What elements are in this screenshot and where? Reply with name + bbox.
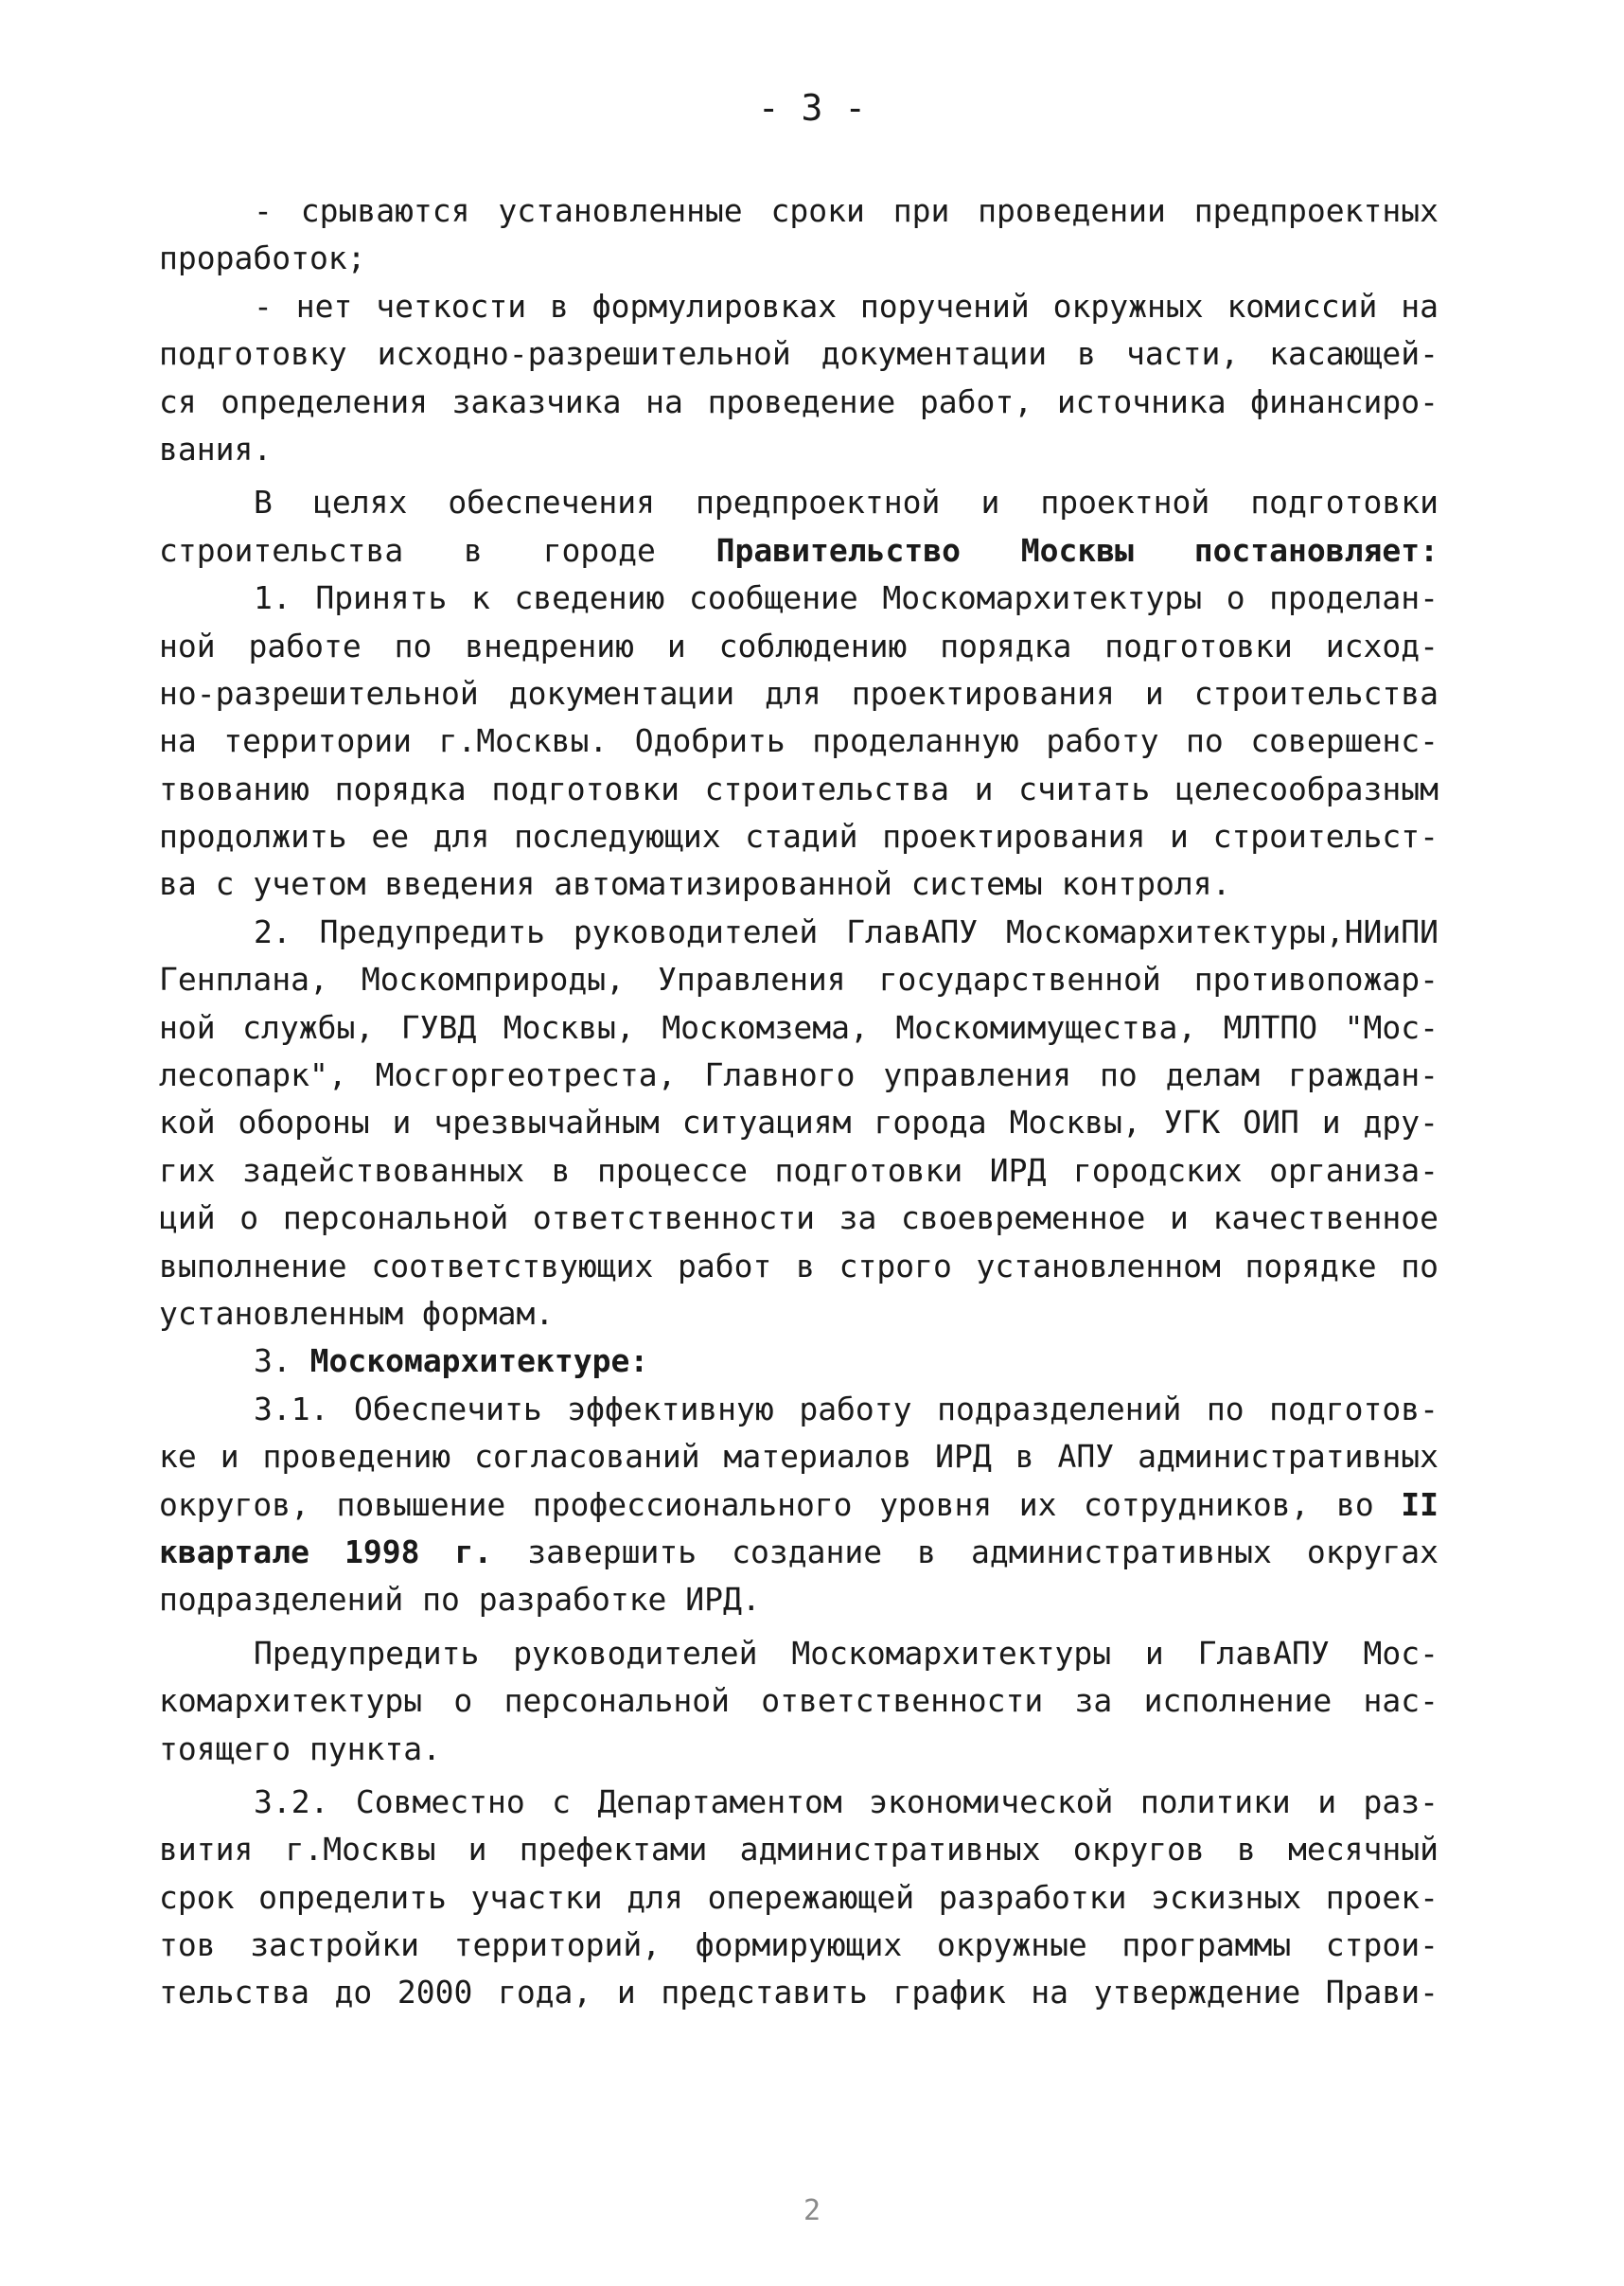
text-segment: на территории г.Москвы. Одобрить проделанную работу по совершенс- [159,722,1439,760]
text-line [159,623,1439,670]
text-segment: - нет четкости в формулировках поручений окружных комиссий на [254,287,1439,325]
text-line [159,1052,1439,1099]
text-line [159,235,1439,282]
text-line [159,1826,1439,1873]
text-line [159,1922,1439,1969]
text-line [159,1779,1439,1826]
text-segment: твованию порядка подготовки строительства и считать целесообразным [159,770,1439,807]
bold-text-segment: II [1401,1485,1439,1523]
text-segment: Предупредить руководителей Москомархитектуры и ГлавАПУ Мос- [254,1634,1439,1672]
text-line [159,1874,1439,1922]
text-line [159,813,1439,860]
text-segment: 3.1. Обеспечить эффективную работу подразделений по подготов- [254,1390,1439,1427]
text-segment: - срываются установленные сроки при проведении предпроектных [254,192,1439,229]
text-segment: ся определения заказчика на проведение работ, источника финансиро- [159,382,1439,420]
text-line [159,1386,1439,1433]
text-segment: подготовку исходно-разрешительной документации в части, касающей- [159,335,1439,373]
text-line [159,479,1439,526]
text-line [159,1147,1439,1195]
text-segment: завершить создание в административных округах [492,1533,1439,1570]
text-line [159,1630,1439,1677]
text-segment: подразделений по разработке ИРД. [159,1581,761,1619]
text-line [159,1677,1439,1725]
text-line [159,283,1439,330]
text-line [159,379,1439,426]
text-segment: Генплана, Москомприроды, Управления государственной противопожар- [159,961,1439,999]
text-line [159,575,1439,622]
text-segment: округов, повышение профессионального уровня их сотрудников, во [159,1485,1402,1523]
text-segment: срок определить участки для опережающей разработки эскизных проек- [159,1878,1439,1916]
text-line [159,1969,1439,2016]
text-line [159,1290,1439,1338]
text-line [159,1004,1439,1052]
text-segment: лесопарк", Мосгоргеотреста, Главного управления по делам граждан- [159,1056,1439,1094]
page-number: - 3 - [757,87,867,129]
text-line [159,1433,1439,1480]
document-body [159,187,1439,2017]
text-line [159,670,1439,718]
text-line [159,1576,1439,1623]
text-segment: гих задействованных в процессе подготовки ИРД городских организа- [159,1151,1439,1189]
bold-text-segment: Правительство Москвы постановляет: [715,531,1439,569]
bold-text-segment: Москомархитектуре: [309,1342,649,1380]
text-segment: тоящего пункта. [159,1729,442,1767]
text-segment: ке и проведению согласований материалов ИРД в АПУ административных [159,1438,1439,1476]
text-segment: 3. [254,1342,310,1380]
text-segment: установленным формам. [159,1294,555,1332]
text-line [159,1099,1439,1146]
text-line [159,1243,1439,1290]
text-segment: строительства в городе [159,531,716,569]
text-segment: ной работе по внедрению и соблюдению порядка подготовки исход- [159,627,1439,665]
text-segment: продолжить ее для последующих стадий проектирования и строительст- [159,818,1439,856]
text-line [159,1481,1439,1529]
text-segment: ной службы, ГУВД Москвы, Москомзема, Москомимущества, МЛТПО "Мос- [159,1008,1439,1046]
text-line [159,330,1439,378]
text-line [159,426,1439,473]
text-line [159,527,1439,575]
text-line [159,766,1439,813]
text-line [159,1195,1439,1242]
text-line [159,187,1439,235]
text-segment: тельства до 2000 года, и представить график на утверждение Прави- [159,1974,1439,2011]
text-segment: но-разрешительной документации для проектирования и строительства [159,674,1439,712]
text-segment: 1. Принять к сведению сообщение Москомархитектуры о проделан- [254,579,1439,617]
text-segment: ций о персональной ответственности за своевременное и качественное [159,1199,1439,1237]
text-segment: выполнение соответствующих работ в строго установленном порядке по [159,1247,1439,1285]
text-segment: 2. Предупредить руководителей ГлавАПУ Москомархитектуры,НИиПИ [254,913,1439,950]
text-line [159,909,1439,956]
text-segment: проработок; [159,239,366,277]
text-segment: вания. [159,430,273,468]
text-segment: вития г.Москвы и префектами административных округов в месячный [159,1831,1439,1869]
text-line [159,1529,1439,1576]
text-segment: тов застройки территорий, формирующих окружные программы строи- [159,1926,1439,1964]
text-line [159,718,1439,765]
footer-mark: 2 [803,2194,821,2227]
text-line [159,1726,1439,1773]
text-segment: кой обороны и чрезвычайным ситуациям города Москвы, УГК ОИП и дру- [159,1104,1439,1142]
text-line [159,1338,1439,1385]
text-segment: 3.2. Совместно с Департаментом экономической политики и раз- [254,1782,1439,1820]
text-segment: В целях обеспечения предпроектной и проектной подготовки [254,484,1439,522]
text-segment: ва с учетом введения автоматизированной системы контроля. [159,865,1231,903]
text-segment: комархитектуры о персональной ответственности за исполнение нас- [159,1682,1439,1720]
text-line [159,860,1439,908]
bold-text-segment: квартале 1998 г. [159,1533,493,1570]
text-line [159,956,1439,1003]
